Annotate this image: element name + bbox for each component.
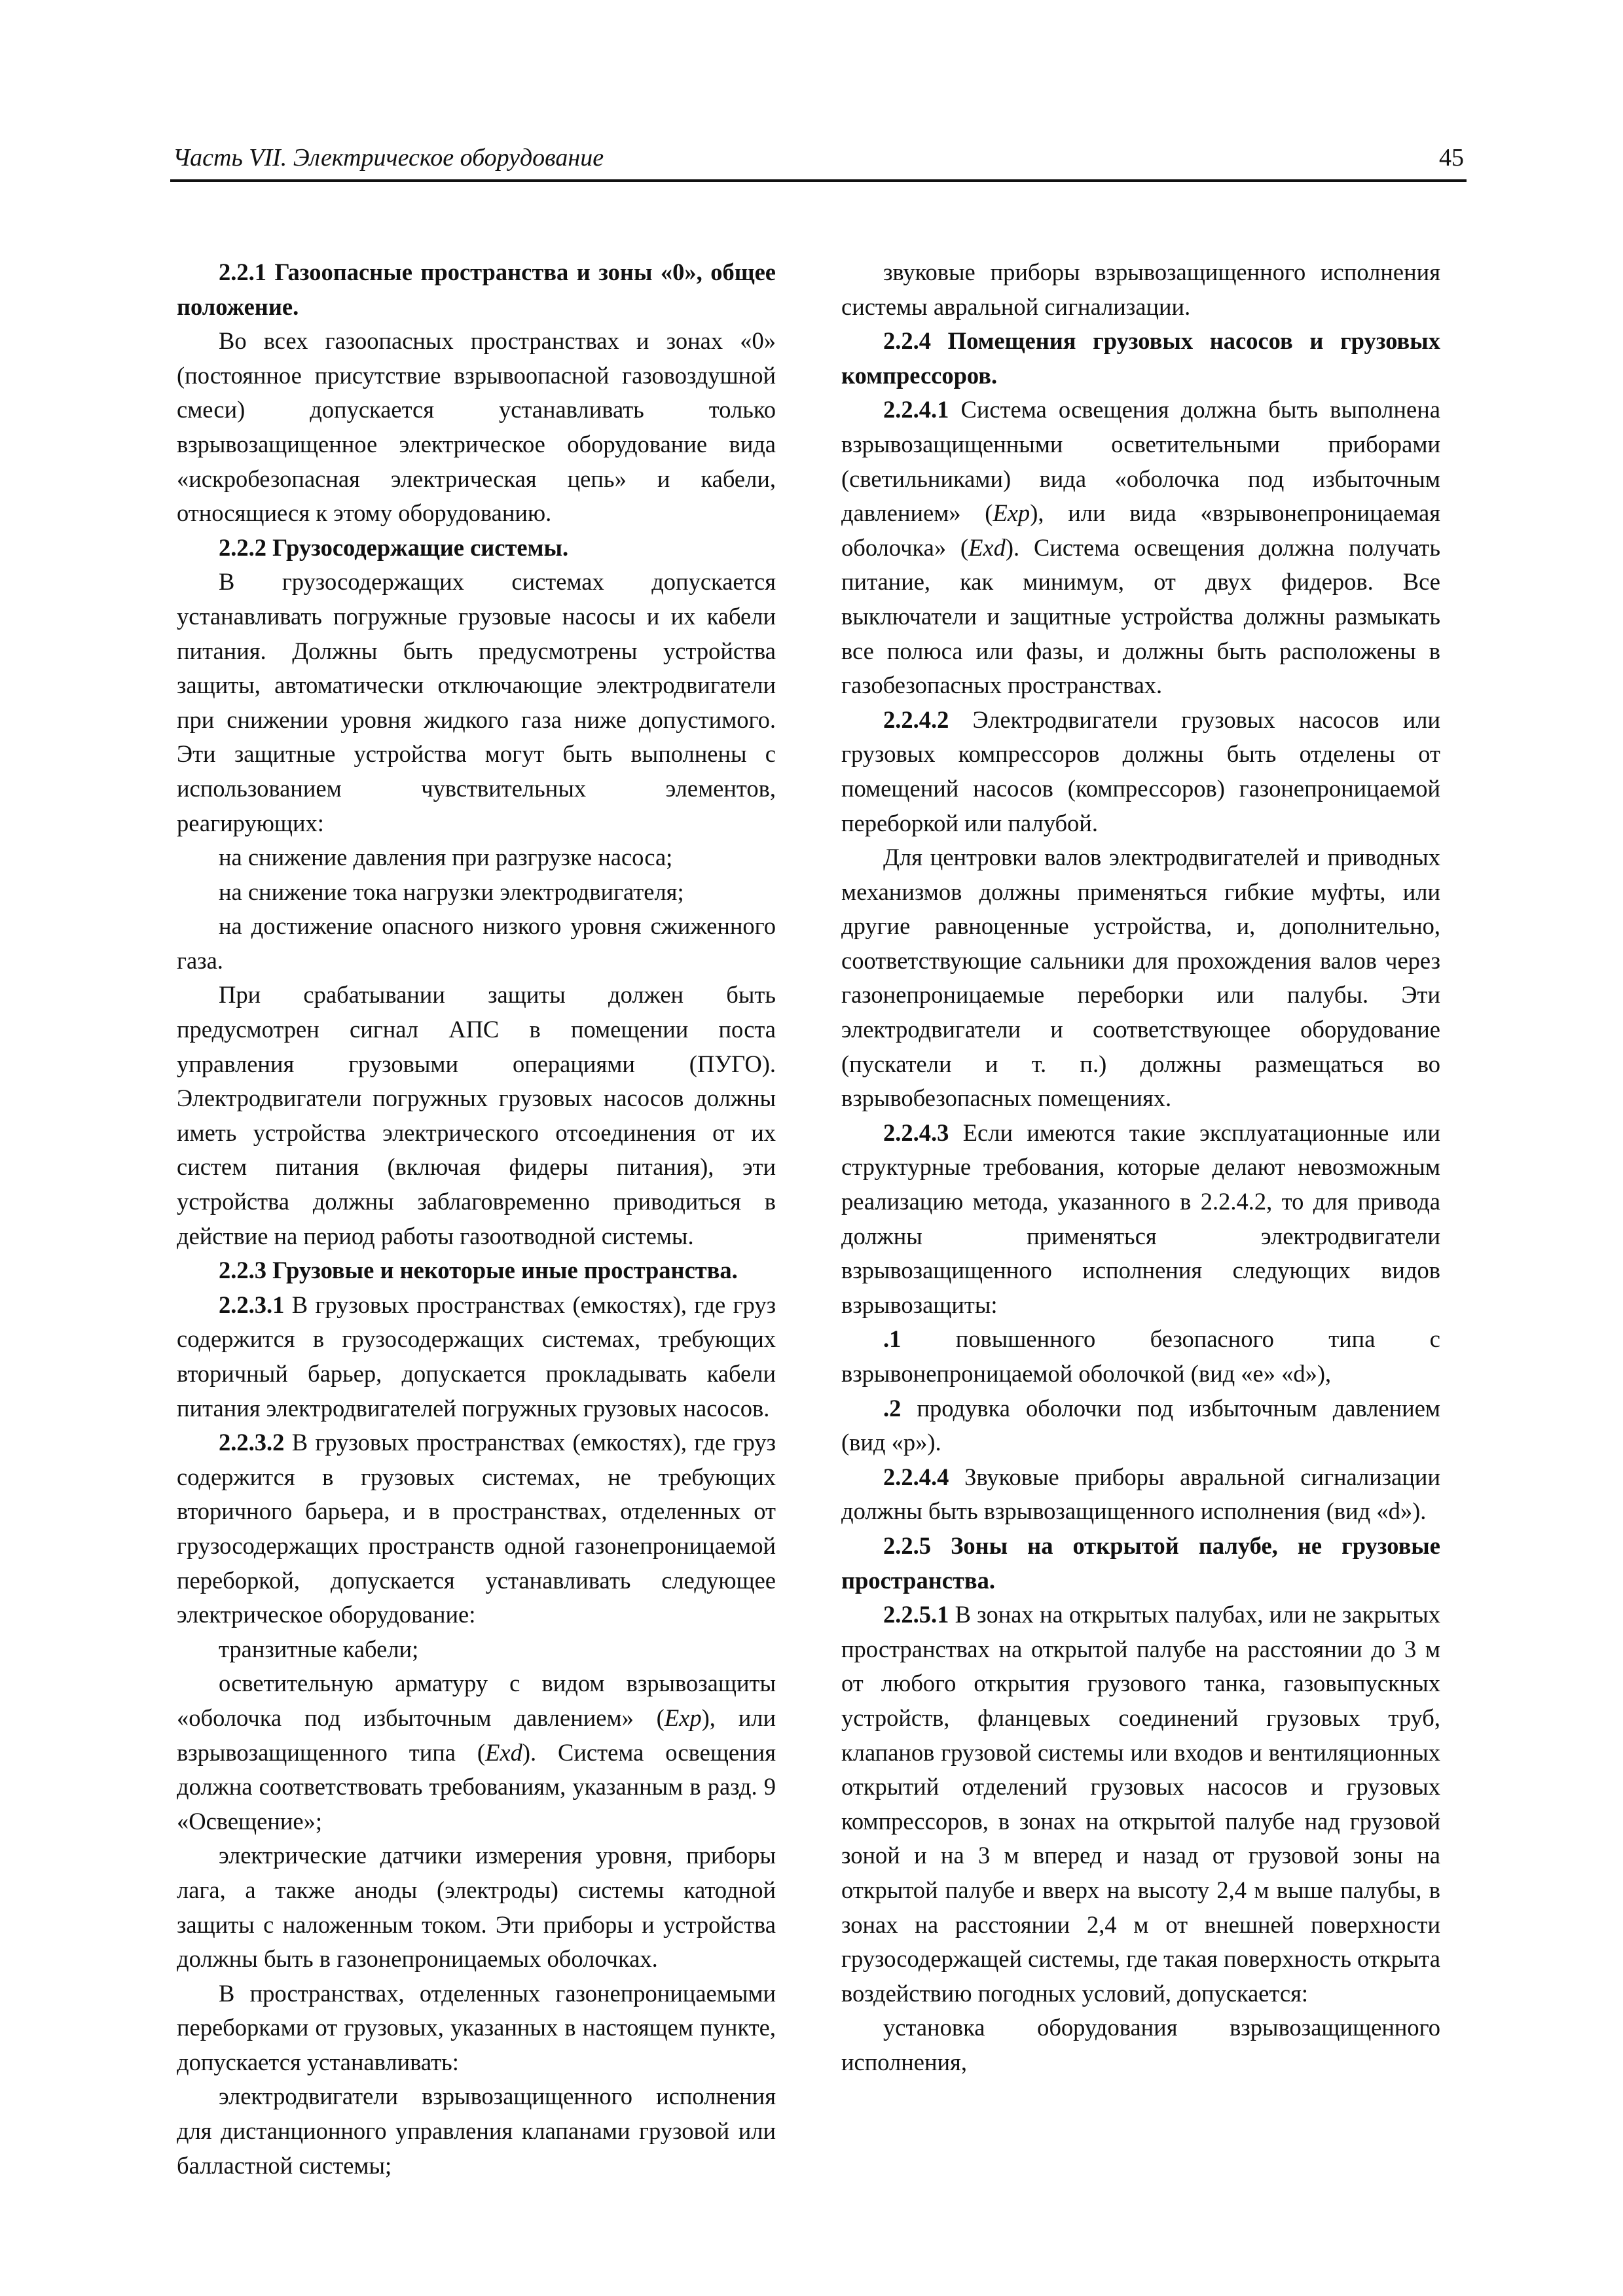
section-heading-2-2-1: 2.2.1 Газоопасные пространства и зоны «0», общее положение. xyxy=(177,259,776,320)
paragraph: установка оборудования взрывозащищенного исполнения, xyxy=(841,2014,1440,2075)
list-item: на снижение давления при разгрузке насоса; xyxy=(219,844,673,871)
numbered-item-2 xyxy=(841,1391,1440,1460)
clause-text: Если имеются такие эксплуатационные или структурные требования, которые делают невозможным реализацию метода, указанного в 2.2.4.2, то для привода должны применяться электродвигатели взрывозащищенного исполнения следующих видов взрывозащиты: xyxy=(841,1119,1440,1318)
paragraph-continuation: звуковые приборы взрывозащищенного исполнения системы авральной сигнализации. xyxy=(841,259,1440,320)
clause-number: 2.2.4.4 xyxy=(883,1463,949,1490)
paragraph-2-2-4-4 xyxy=(841,1460,1440,1529)
clause-text: В зонах на открытых палубах, или не закрытых пространствах на открытой палубе на расстоянии до 3 м от любого открытия грузового танка, газовыпускных устройств, фланцевых соединений грузовых труб, клапанов грузовой системы или входов и вентиляционных открытий отделений грузовых насосов и грузовых компрессоров, в зонах на открытой палубе над грузовой зоной и на 3 м вперед и назад от грузовой зоны на открытой палубе и вверх на высоту 2,4 м выше палубы, в зонах на расстоянии 2,4 м от внешней поверхности грузосодержащей системы, где такая поверхность открыта воздействию погодных условий, допускается: xyxy=(841,1601,1440,2007)
item-number: .2 xyxy=(883,1394,902,1422)
clause-text: В грузовых пространствах (емкостях), где груз содержится в грузосодержащих системах, требующих вторичный барьер, допускается прокладывать кабели питания электродвигателей погружных грузовых насосов. xyxy=(177,1291,776,1422)
section-heading-2-2-5: 2.2.5 Зоны на открытой палубе, не грузовые пространства. xyxy=(841,1532,1440,1594)
numbered-item-1 xyxy=(841,1322,1440,1391)
clause-text: В грузовых пространствах (емкостях), где груз содержится в грузовых системах, не требующих вторичного барьера, и в пространствах, отделенных от грузосодержащих пространств одной газонепроницаемой переборкой, допускается устанавливать следующее электрическое оборудование: xyxy=(177,1429,776,1628)
paragraph-2-2-4-2 xyxy=(841,703,1440,840)
paragraph: Для центровки валов электродвигателей и приводных механизмов должны применяться гибкие муфты, или другие равноценные устройства, и, дополнительно, соответствующие сальники для прохождения валов через газонепроницаемые переборки или палубы. Эти электродвигатели и соответствующее оборудование (пускатели и т. п.) должны размещаться во взрывобезопасных помещениях. xyxy=(841,844,1440,1112)
paragraph-2-2-3-2 xyxy=(177,1426,776,1632)
text-fragment: ), или взрывозащищенного типа ( xyxy=(177,1704,776,1766)
italic-term: Exp xyxy=(664,1704,702,1731)
item-number: .1 xyxy=(883,1325,902,1353)
clause-number: 2.2.4.2 xyxy=(883,706,949,733)
clause-number: 2.2.5.1 xyxy=(883,1601,949,1628)
list-item: на достижение опасного низкого уровня сжиженного газа. xyxy=(177,912,776,974)
page-number: 45 xyxy=(1439,144,1464,171)
paragraph-2-2-4-3 xyxy=(841,1116,1440,1323)
text-fragment: осветительную арматуру с видом взрывозащиты «оболочка под избыточным давлением» ( xyxy=(177,1670,776,1731)
clause-text: Электродвигатели грузовых насосов или грузовых компрессоров должны быть отделены от помещений насосов (компрессоров) газонепроницаемой переборкой или палубой. xyxy=(841,706,1440,836)
list-item: транзитные кабели; xyxy=(219,1635,419,1662)
clause-text: Система освещения должна быть выполнена взрывозащищенными осветительными приборами (светильниками) вида «оболочка под избыточным давлением» ( xyxy=(841,396,1440,527)
paragraph-2-2-4-1 xyxy=(841,393,1440,702)
item-text: продувка оболочки под избыточным давлением (вид «р»). xyxy=(841,1394,1440,1456)
list-item: электрические датчики измерения уровня, приборы лага, а также аноды (электроды) системы катодной защиты с наложенным током. Эти приборы и устройства должны быть в газонепроницаемых оболочках. xyxy=(177,1842,776,1973)
italic-term: Exd xyxy=(968,533,1006,561)
list-item: электродвигатели взрывозащищенного исполнения для дистанционного управления клапанами грузовой или балластной системы; xyxy=(177,2083,776,2179)
paragraph-2-2-3-1 xyxy=(177,1288,776,1426)
text-fragment: ). Система освещения должна соответствовать требованиям, указанным в разд. 9 «Освещение»; xyxy=(177,1738,776,1835)
section-heading-2-2-4: 2.2.4 Помещения грузовых насосов и грузовых компрессоров. xyxy=(841,327,1440,389)
italic-term: Exp xyxy=(993,499,1030,527)
clause-text: Звуковые приборы авральной сигнализации должны быть взрывозащищенного исполнения (вид «d»). xyxy=(841,1463,1440,1525)
clause-text: ), или вида «взрывонепроницаемая оболочка» ( xyxy=(841,499,1440,561)
running-title: Часть VII. Электрическое оборудование xyxy=(173,144,604,171)
paragraph: При срабатывании защиты должен быть предусмотрен сигнал АПС в помещении поста управления грузовыми операциями (ПУГО). Электродвигатели погружных грузовых насосов должны иметь устройства электрического отсоединения от их систем питания (включая фидеры питания), эти устройства должны заблаговременно приводиться в действие на период работы газоотводной системы. xyxy=(177,981,776,1249)
list-item xyxy=(177,1666,776,1839)
left-column xyxy=(177,255,776,2183)
right-column xyxy=(841,255,1440,2079)
section-heading-2-2-3: 2.2.3 Грузовые и некоторые иные пространства. xyxy=(219,1257,738,1284)
clause-number: 2.2.4.1 xyxy=(883,396,949,423)
clause-number: 2.2.3.2 xyxy=(219,1429,285,1456)
paragraph: В грузосодержащих системах допускается устанавливать погружные грузовые насосы и их кабели питания. Должны быть предусмотрены устройства защиты, автоматически отключающие электродвигатели при снижении уровня жидкого газа ниже допустимого. Эти защитные устройства могут быть выполнены с использованием чувствительных элементов, реагирующих: xyxy=(177,568,776,836)
italic-term: Exd xyxy=(485,1738,522,1766)
clause-text: ). Система освещения должна получать питание, как минимум, от двух фидеров. Все выключатели и защитные устройства должны размыкать все полюса или фазы, и должны быть расположены в газобезопасных пространствах. xyxy=(841,533,1440,699)
section-heading-2-2-2: 2.2.2 Грузосодержащие системы. xyxy=(219,533,569,561)
list-item: на снижение тока нагрузки электродвигателя; xyxy=(219,878,684,905)
page-header xyxy=(170,140,1467,182)
clause-number: 2.2.3.1 xyxy=(219,1291,285,1318)
paragraph: В пространствах, отделенных газонепроницаемыми переборками от грузовых, указанных в настоящем пункте, допускается устанавливать: xyxy=(177,1979,776,2075)
paragraph-2-2-5-1 xyxy=(841,1598,1440,2011)
clause-number: 2.2.4.3 xyxy=(883,1119,949,1146)
item-text: повышенного безопасного типа с взрывонепроницаемой оболочкой (вид «е» «d»), xyxy=(841,1325,1440,1387)
paragraph: Во всех газоопасных пространствах и зонах «0» (постоянное присутствие взрывоопасной газовоздушной смеси) допускается устанавливать только взрывозащищенное электрическое оборудование вида «искробезопасная электрическая цепь» и кабели, относящиеся к этому оборудованию. xyxy=(177,327,776,527)
